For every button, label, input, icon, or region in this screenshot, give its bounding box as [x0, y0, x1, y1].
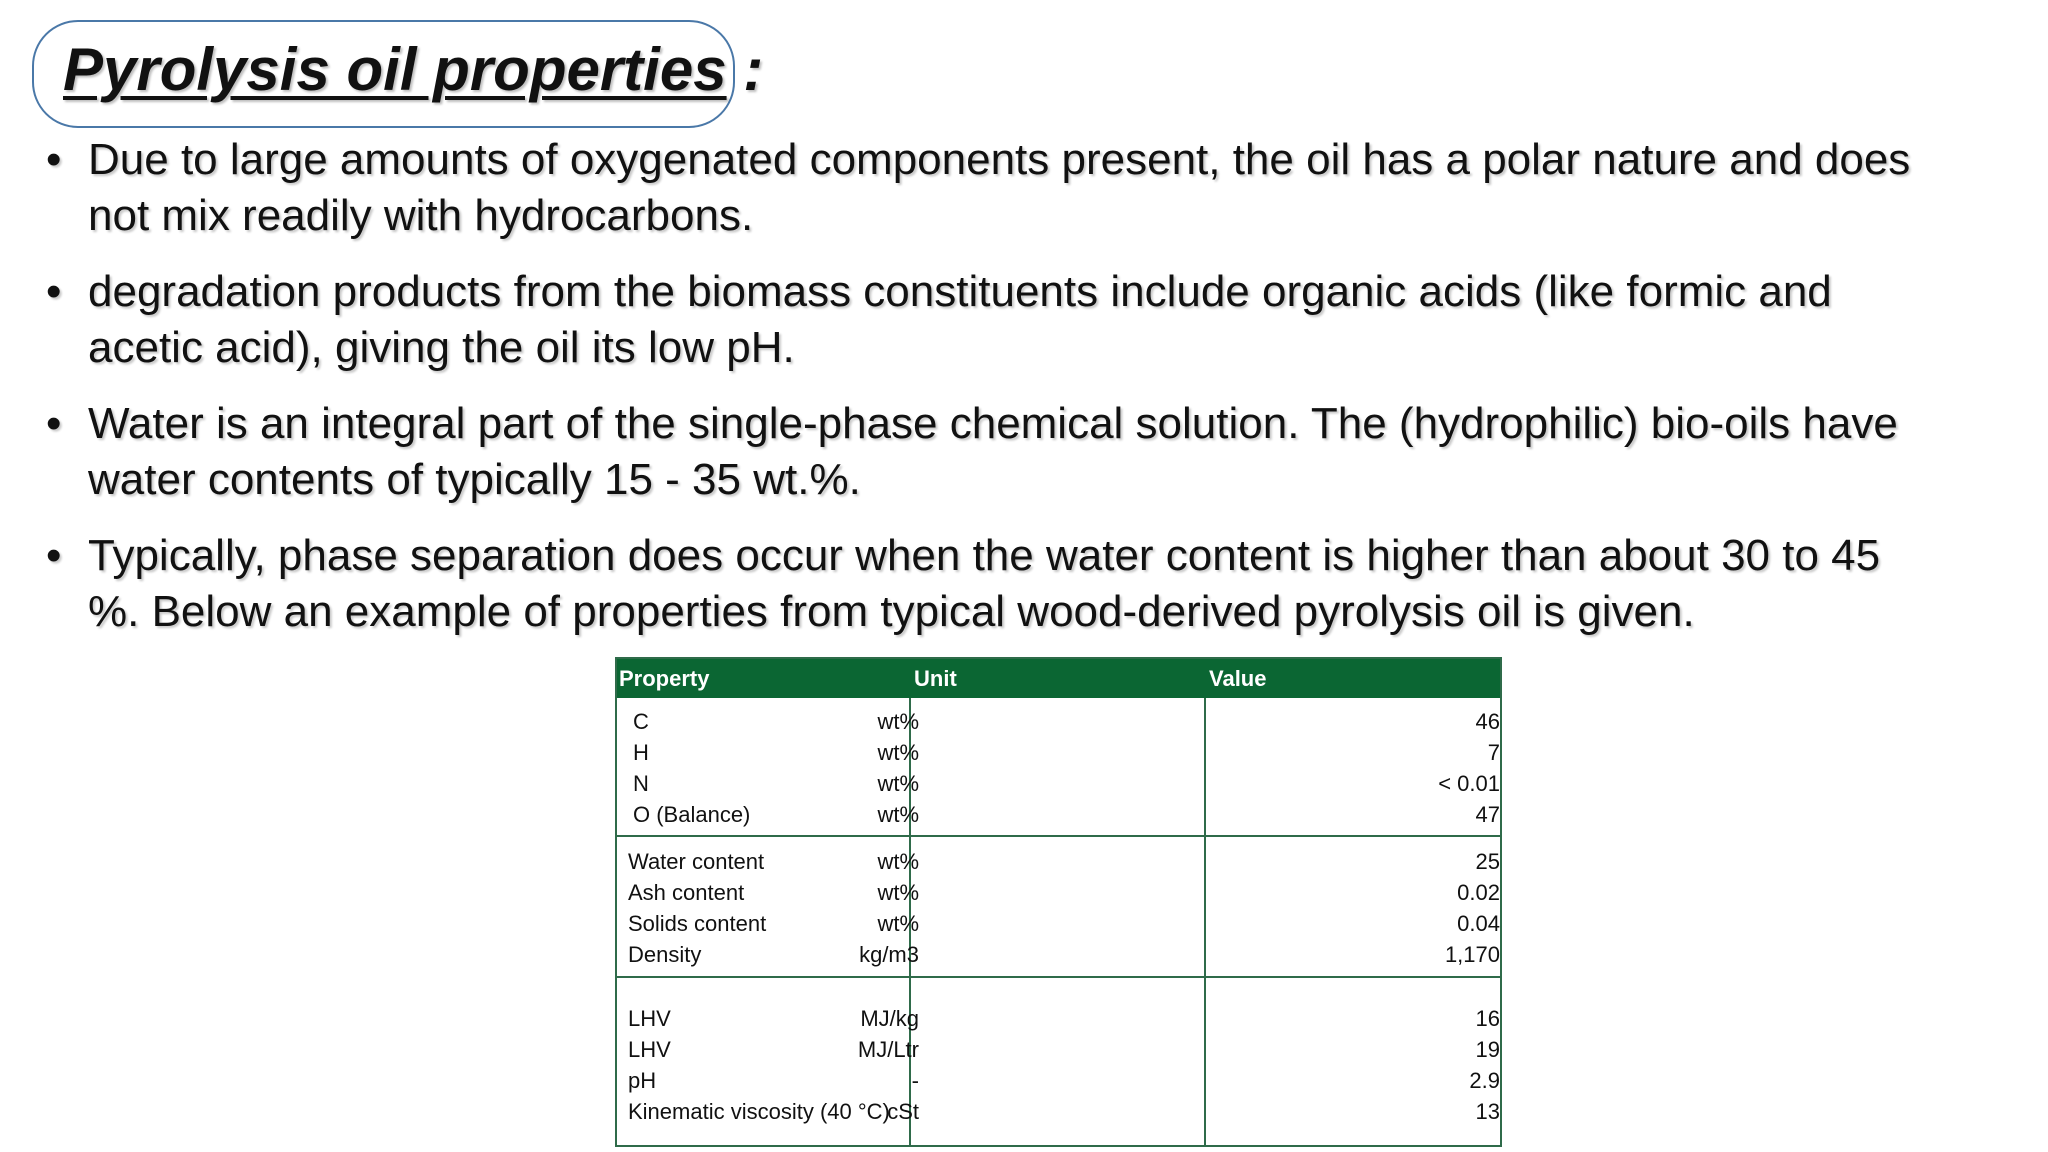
- cell-property: H: [633, 740, 649, 765]
- cell-value: 7: [1487, 740, 1500, 765]
- cell-property: N: [633, 771, 649, 796]
- slide-title: [63, 30, 763, 110]
- column-divider: [1204, 698, 1206, 1145]
- cell-unit: MJ/Ltr: [857, 1037, 919, 1062]
- header-value: Value: [1209, 666, 1267, 691]
- header-unit: Unit: [914, 666, 957, 691]
- cell-value: 2.9: [1469, 1068, 1500, 1093]
- cell-property: LHV: [628, 1006, 671, 1031]
- cell-unit: wt%: [877, 911, 919, 936]
- cell-unit: wt%: [877, 849, 919, 874]
- cell-unit: MJ/kg: [860, 1006, 919, 1031]
- bullet-dot-icon: •: [46, 399, 62, 448]
- bullet-item: [46, 264, 2036, 376]
- cell-unit: wt%: [877, 771, 919, 796]
- properties-table: [615, 657, 1502, 1147]
- bullet-line: water contents of typically 15 - 35 wt.%.: [88, 455, 861, 504]
- cell-unit: wt%: [877, 880, 919, 905]
- bullet-line: Due to large amounts of oxygenated components present, the oil has a polar nature and does: [88, 135, 1911, 184]
- cell-value: 47: [1475, 802, 1500, 827]
- bullet-item: [46, 528, 2036, 640]
- cell-property: Kinematic viscosity (40 °C): [628, 1099, 890, 1124]
- cell-value: 1,170: [1444, 942, 1500, 967]
- cell-value: 46: [1475, 709, 1500, 734]
- cell-value: 19: [1475, 1037, 1500, 1062]
- bullet-dot-icon: •: [46, 135, 62, 184]
- bullet-list: [46, 132, 2036, 660]
- cell-value: 0.02: [1457, 880, 1500, 905]
- cell-unit: kg/m3: [859, 942, 919, 967]
- cell-property: LHV: [628, 1037, 671, 1062]
- bullet-line: degradation products from the biomass constituents include organic acids (like formic and: [88, 267, 1832, 316]
- cell-property: pH: [628, 1068, 657, 1093]
- cell-property: Ash content: [628, 880, 745, 905]
- slide-title-colon: :: [726, 36, 764, 103]
- cell-unit: -: [911, 1068, 919, 1093]
- group-divider: [617, 976, 1500, 978]
- cell-unit: wt%: [877, 802, 919, 827]
- cell-value: 13: [1475, 1099, 1500, 1124]
- cell-property: C: [633, 709, 649, 734]
- group-divider: [617, 835, 1500, 837]
- bullet-line: Water is an integral part of the single-phase chemical solution. The (hydrophilic) bio-oils have: [88, 399, 1898, 448]
- bullet-line: acetic acid), giving the oil its low pH.: [88, 323, 795, 372]
- cell-value: < 0.01: [1438, 771, 1500, 796]
- cell-value: 25: [1475, 849, 1500, 874]
- bullet-item: [46, 132, 2036, 244]
- cell-property: O (Balance): [633, 802, 751, 827]
- cell-value: 0.04: [1457, 911, 1500, 936]
- header-property: Property: [619, 666, 710, 691]
- bullet-line: Typically, phase separation does occur when the water content is higher than about 30 to 45: [88, 531, 1881, 580]
- bullet-dot-icon: •: [46, 531, 62, 580]
- bullet-dot-icon: •: [46, 267, 62, 316]
- bullet-line: %. Below an example of properties from typical wood-derived pyrolysis oil is given.: [88, 587, 1695, 636]
- cell-unit: wt%: [877, 709, 919, 734]
- cell-property: Solids content: [628, 911, 767, 936]
- table-header: [617, 659, 1500, 698]
- cell-value: 16: [1475, 1006, 1500, 1031]
- slide-title-text: Pyrolysis oil properties: [63, 36, 727, 103]
- cell-unit: wt%: [877, 740, 919, 765]
- cell-property: Density: [628, 942, 702, 967]
- bullet-line: not mix readily with hydrocarbons.: [88, 191, 754, 240]
- cell-property: Water content: [628, 849, 765, 874]
- cell-unit: cSt: [887, 1099, 919, 1124]
- bullet-item: [46, 396, 2036, 508]
